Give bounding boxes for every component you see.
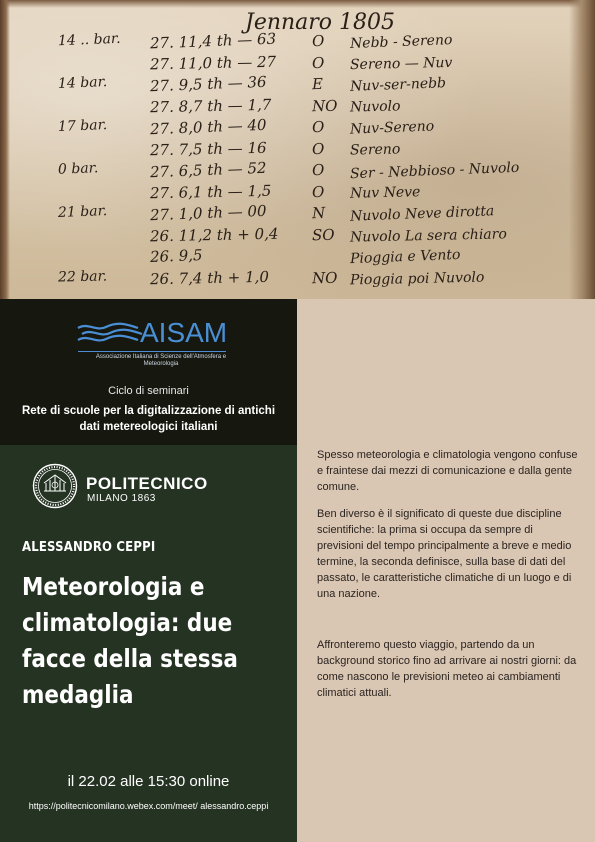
manuscript-note: Nebb - Sereno xyxy=(349,32,453,52)
manuscript-day: 17 bar. xyxy=(57,117,108,135)
manuscript-note: Nuv-Sereno xyxy=(349,118,435,138)
manuscript-reading: 27. 6,1 th — 1,5 xyxy=(149,181,272,202)
aisam-subtitle: Associazione Italiana di Scienze dell'Atmosfera e Meteorologia xyxy=(95,354,227,367)
politecnico-seal-icon xyxy=(32,463,78,509)
manuscript-day: 22 bar. xyxy=(57,267,108,286)
waves-icon xyxy=(76,321,146,347)
manuscript-symbol: O xyxy=(311,182,325,201)
manuscript-reading: 27. 8,7 th — 1,7 xyxy=(149,95,272,116)
manuscript-note: Sereno xyxy=(349,140,401,159)
manuscript-note: Pioggia e Vento xyxy=(349,246,461,268)
manuscript-symbol: NO xyxy=(311,96,338,115)
manuscript-reading: 27. 11,0 th — 27 xyxy=(149,52,277,73)
manuscript-symbol: SO xyxy=(311,225,335,244)
manuscript-reading: 27. 7,5 th — 16 xyxy=(149,138,267,159)
speaker-name: ALESSANDRO CEPPI xyxy=(22,540,156,555)
page-edge-top xyxy=(0,0,595,8)
manuscript-note: Pioggia poi Nuvolo xyxy=(349,269,485,288)
aisam-name: AISAM xyxy=(140,317,228,348)
series-label: Ciclo di seminari xyxy=(108,385,189,397)
description-paragraph-1: Spesso meteorologia e climatologia vengono confuse e fraintese dai mezzi di comunicazione e dalla gente comune. xyxy=(317,449,578,493)
manuscript-symbol: O xyxy=(311,117,325,137)
description-paragraph-3: Affronteremo questo viaggio, partendo da un background storico fino ad arrivare ai nostri giorni: da come nascono le previsioni meteo ai cambiamenti climatici attuali. xyxy=(317,639,577,699)
manuscript-day: 21 bar. xyxy=(57,203,108,221)
page-edge-right xyxy=(569,0,595,299)
aisam-panel xyxy=(0,299,297,445)
webex-link[interactable]: https://politecnicomilano.webex.com/meet/ alessandro.ceppi xyxy=(28,801,269,811)
manuscript-image xyxy=(0,0,595,299)
manuscript-symbol: O xyxy=(311,139,325,158)
aisam-logo xyxy=(70,317,230,367)
manuscript-note: Nuvolo La sera chiaro xyxy=(349,225,507,246)
manuscript-title: Jennaro 1805 xyxy=(245,10,396,35)
manuscript-reading: 27. 9,5 th — 36 xyxy=(149,72,267,96)
manuscript-day: 14 bar. xyxy=(57,74,108,92)
manuscript-symbol: O xyxy=(311,53,325,72)
manuscript-reading: 26. 11,2 th + 0,4 xyxy=(149,224,279,245)
manuscript-note: Nuvolo Neve dirotta xyxy=(349,203,495,225)
manuscript-symbol: E xyxy=(311,74,324,94)
manuscript-reading: 27. 1,0 th — 00 xyxy=(149,201,267,225)
talk-datetime: il 22.02 alle 15:30 online xyxy=(67,773,230,790)
talk-panel xyxy=(0,445,297,842)
manuscript-note: Sereno — Nuv xyxy=(349,54,453,73)
manuscript-reading: 27. 8,0 th — 40 xyxy=(149,115,267,139)
manuscript-reading: 27. 11,4 th — 63 xyxy=(149,29,277,53)
manuscript-symbol: O xyxy=(311,160,325,180)
series-title: Rete di scuole per la digitalizzazione di antichi dati metereologici italiani xyxy=(21,405,276,433)
manuscript-symbol: N xyxy=(311,203,326,223)
politecnico-city: MILANO 1863 xyxy=(87,493,156,504)
manuscript-day: 14 .. bar. xyxy=(57,30,121,50)
manuscript-day: 0 bar. xyxy=(57,160,99,178)
manuscript-note: Nuv-ser-nebb xyxy=(349,75,447,95)
manuscript-symbol: NO xyxy=(311,268,338,287)
page-edge-left xyxy=(0,0,10,299)
manuscript-note: Ser - Nebbioso - Nuvolo xyxy=(349,159,520,183)
manuscript-reading: 27. 6,5 th — 52 xyxy=(149,158,267,182)
description-paragraph-2: Ben diverso è il significato di queste due discipline scientifiche: la prima si occupa da sempre di previsioni del tempo principalmente a breve e medio termine, la seconda definisce, sulla base di dati del passato, le caratteristiche climatiche di un luogo e di una nazione. xyxy=(317,508,572,600)
manuscript-symbol: O xyxy=(311,31,325,51)
aisam-divider xyxy=(78,351,226,352)
manuscript-reading: 26. 9,5 xyxy=(149,245,203,267)
manuscript-note: Nuv Neve xyxy=(349,183,421,202)
politecnico-name: POLITECNICO xyxy=(86,474,208,493)
manuscript-reading: 26. 7,4 th + 1,0 xyxy=(149,267,270,288)
talk-title: Meteorologia e climatologia: due facce della stessa medaglia xyxy=(22,572,238,709)
manuscript-note: Nuvolo xyxy=(349,97,401,116)
description-panel xyxy=(297,299,595,842)
